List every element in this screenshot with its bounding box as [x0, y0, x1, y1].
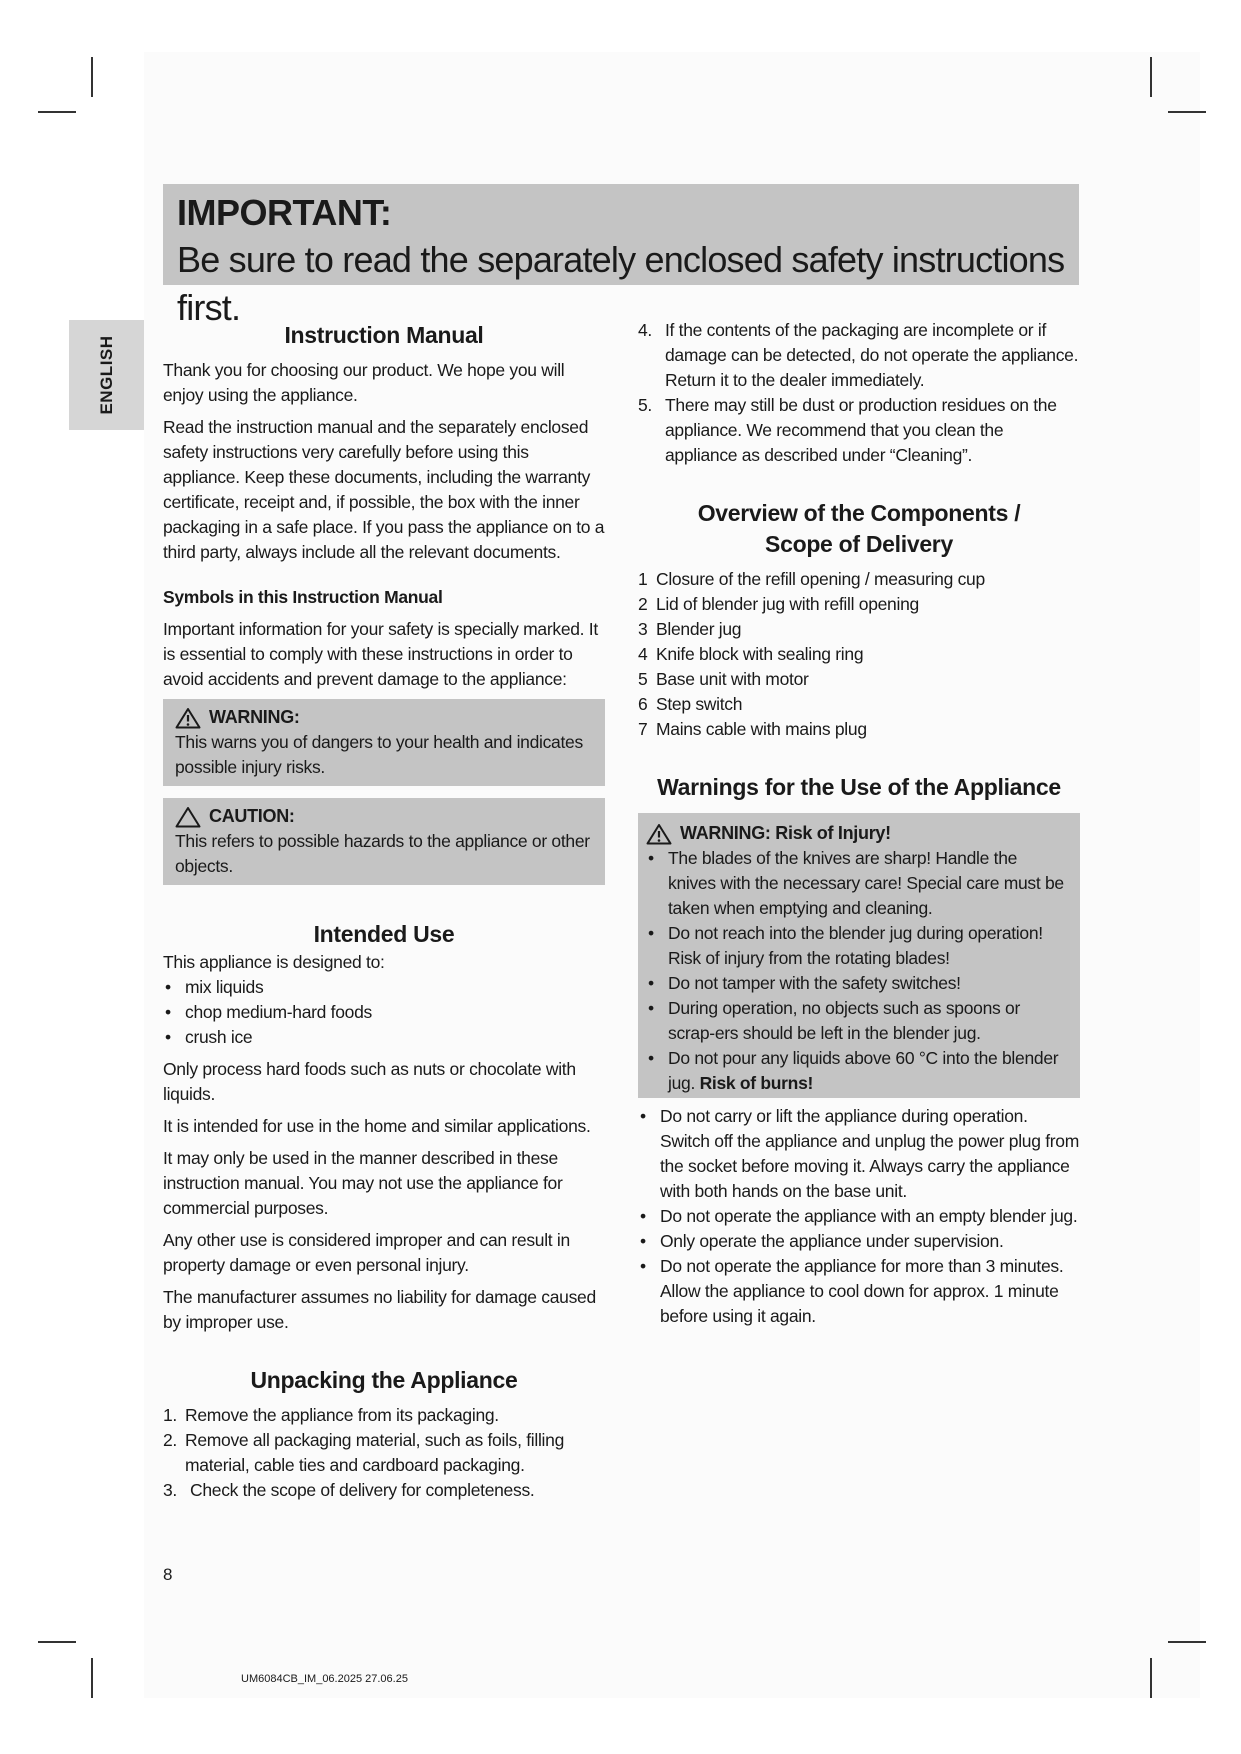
- caution-box-text: This refers to possible hazards to the appliance or other objects.: [175, 831, 590, 876]
- step-number: 2.: [163, 1430, 177, 1450]
- list-item: [638, 592, 1080, 617]
- injury-warning-label: WARNING: Risk of Injury!: [680, 823, 891, 843]
- list-item: [638, 642, 1080, 667]
- list-item: [638, 617, 1080, 642]
- instruction-manual-heading: Instruction Manual: [284, 322, 484, 348]
- components-list: [638, 567, 1080, 742]
- step-text: If the contents of the packaging are incomplete or if damage can be detected, do not operate the appliance. Return it to the dealer immediately.: [665, 320, 1079, 390]
- step-text: Remove all packaging material, such as foils, filling material, cable ties and cardboard packaging.: [185, 1430, 565, 1475]
- list-item: [638, 717, 1080, 742]
- list-item: • Only operate the appliance under supervision.: [638, 1229, 1080, 1254]
- unpacking-heading: Unpacking the Appliance: [250, 1367, 518, 1393]
- components-heading-line1: Overview of the Components /: [697, 500, 1021, 526]
- list-item: • chop medium-hard foods: [163, 1000, 605, 1025]
- unpacking-steps-continued: [638, 318, 1080, 468]
- list-item-text: Do not pour any liquids above 60 °C into the blender jug.: [668, 1048, 1059, 1093]
- step-number: 4.: [638, 320, 652, 340]
- banner-title: IMPORTANT:: [177, 192, 392, 233]
- warnings-heading: Warnings for the Use of the Appliance: [657, 774, 1061, 800]
- warning-box-text: This warns you of dangers to your health and indicates possible injury risks.: [175, 732, 583, 777]
- warning-box-title: [175, 705, 593, 730]
- list-item: • mix liquids: [163, 975, 605, 1000]
- component-number: 4: [638, 644, 648, 664]
- step-number: 3.: [163, 1480, 177, 1500]
- list-item: • Do not reach into the blender jug during operation! Risk of injury from the rotating blades!: [646, 921, 1068, 971]
- warning-triangle-icon: [646, 823, 672, 845]
- crop-mark-top-left-h: [38, 111, 76, 113]
- list-item: [163, 1478, 605, 1503]
- caution-box: [163, 798, 605, 885]
- important-banner: [163, 184, 1079, 328]
- improper-use-paragraph: Any other use is considered improper and can result in property damage or even personal injury.: [163, 1230, 570, 1275]
- home-use-paragraph: It is intended for use in the home and similar applications.: [163, 1116, 591, 1136]
- injury-warning-title: [646, 821, 1068, 846]
- intro-paragraph: Thank you for choosing our product. We hope you will enjoy using the appliance.: [163, 360, 565, 405]
- component-label: Lid of blender jug with refill opening: [656, 594, 919, 614]
- component-label: Knife block with sealing ring: [656, 644, 864, 664]
- step-number: 1.: [163, 1405, 177, 1425]
- list-item: [638, 692, 1080, 717]
- list-item: • crush ice: [163, 1025, 605, 1050]
- step-text: Check the scope of delivery for completeness.: [190, 1480, 535, 1500]
- read-instructions-paragraph: Read the instruction manual and the separately enclosed safety instructions very carefully before using this appliance. Keep these documents, including the warranty certificate, receipt and, if possible, the box with the inner packaging in a safe place. If you pass the appliance on to a third party, always include all the relevant documents.: [163, 417, 605, 562]
- list-item: [163, 1403, 605, 1428]
- component-number: 2: [638, 594, 648, 614]
- list-item: [163, 1428, 605, 1478]
- warning-triangle-icon: [175, 707, 201, 729]
- component-label: Blender jug: [656, 619, 742, 639]
- component-label: Step switch: [656, 694, 743, 714]
- component-number: 7: [638, 719, 648, 739]
- crop-mark-bottom-right-v: [1150, 1658, 1152, 1698]
- list-item: [638, 393, 1080, 468]
- components-heading-line2: Scope of Delivery: [765, 531, 953, 557]
- step-text: Remove the appliance from its packaging.: [185, 1405, 499, 1425]
- step-text: There may still be dust or production residues on the appliance. We recommend that you clean the appliance as described under “Cleaning”.: [665, 395, 1057, 465]
- component-label: Mains cable with mains plug: [656, 719, 867, 739]
- intended-use-intro: This appliance is designed to:: [163, 952, 385, 972]
- list-item: • Do not operate the appliance with an empty blender jug.: [638, 1204, 1080, 1229]
- symbols-paragraph: Important information for your safety is specially marked. It is essential to comply with these instructions in order to avoid accidents and prevent damage to the appliance:: [163, 619, 598, 689]
- list-item: • Do not carry or lift the appliance during operation. Switch off the appliance and unplug the power plug from the socket before moving it. Always carry the appliance with both hands on the base unit.: [638, 1104, 1080, 1204]
- injury-warning-list: [646, 846, 1068, 1096]
- list-item: [638, 318, 1080, 393]
- hard-foods-paragraph: Only process hard foods such as nuts or chocolate with liquids.: [163, 1059, 576, 1104]
- injury-warning-box: [638, 813, 1080, 1098]
- component-number: 3: [638, 619, 648, 639]
- list-item: • Do not tamper with the safety switches!: [646, 971, 1068, 996]
- caution-box-title: [175, 804, 593, 829]
- crop-mark-bottom-left-h: [38, 1641, 76, 1643]
- footer-code: UM6084CB_IM_06.2025 27.06.25: [241, 1673, 408, 1685]
- warning-box-label: WARNING:: [209, 707, 300, 727]
- component-label: Base unit with motor: [656, 669, 809, 689]
- component-number: 1: [638, 569, 648, 589]
- caution-box-label: CAUTION:: [209, 806, 295, 826]
- symbols-heading: Symbols in this Instruction Manual: [163, 587, 443, 607]
- crop-mark-top-right-h: [1168, 111, 1206, 113]
- step-number: 5.: [638, 395, 652, 415]
- list-item: [638, 667, 1080, 692]
- right-column: [638, 318, 1080, 1329]
- burns-emphasis: Risk of burns!: [699, 1073, 814, 1093]
- warnings-list: [638, 1104, 1080, 1329]
- crop-mark-top-left-v: [91, 57, 93, 97]
- liability-paragraph: The manufacturer assumes no liability for damage caused by improper use.: [163, 1287, 596, 1332]
- crop-mark-bottom-right-h: [1168, 1641, 1206, 1643]
- component-label: Closure of the refill opening / measuring cup: [656, 569, 985, 589]
- crop-mark-bottom-left-v: [91, 1658, 93, 1698]
- intended-use-list: [163, 975, 605, 1050]
- banner-subtitle: Be sure to read the separately enclosed safety instructions first.: [177, 239, 1065, 328]
- left-column: [163, 320, 605, 1503]
- crop-mark-top-right-v: [1150, 57, 1152, 97]
- unpacking-steps: [163, 1403, 605, 1503]
- list-item: [638, 567, 1080, 592]
- component-number: 5: [638, 669, 648, 689]
- warning-box: [163, 699, 605, 786]
- manner-paragraph: It may only be used in the manner described in these instruction manual. You may not use the appliance for commercial purposes.: [163, 1148, 563, 1218]
- language-tab: [69, 320, 144, 430]
- list-item: • Do not operate the appliance for more than 3 minutes. Allow the appliance to cool down for approx. 1 minute before using it again.: [638, 1254, 1080, 1329]
- list-item: [646, 1046, 1068, 1096]
- intended-use-heading: Intended Use: [313, 921, 455, 947]
- list-item: • During operation, no objects such as spoons or scrap-ers should be left in the blender jug.: [646, 996, 1068, 1046]
- caution-triangle-icon: [175, 806, 201, 828]
- component-number: 6: [638, 694, 648, 714]
- language-tab-label: ENGLISH: [96, 335, 116, 415]
- page-number: 8: [163, 1565, 173, 1584]
- list-item: • The blades of the knives are sharp! Handle the knives with the necessary care! Special care must be taken when emptying and cleaning.: [646, 846, 1068, 921]
